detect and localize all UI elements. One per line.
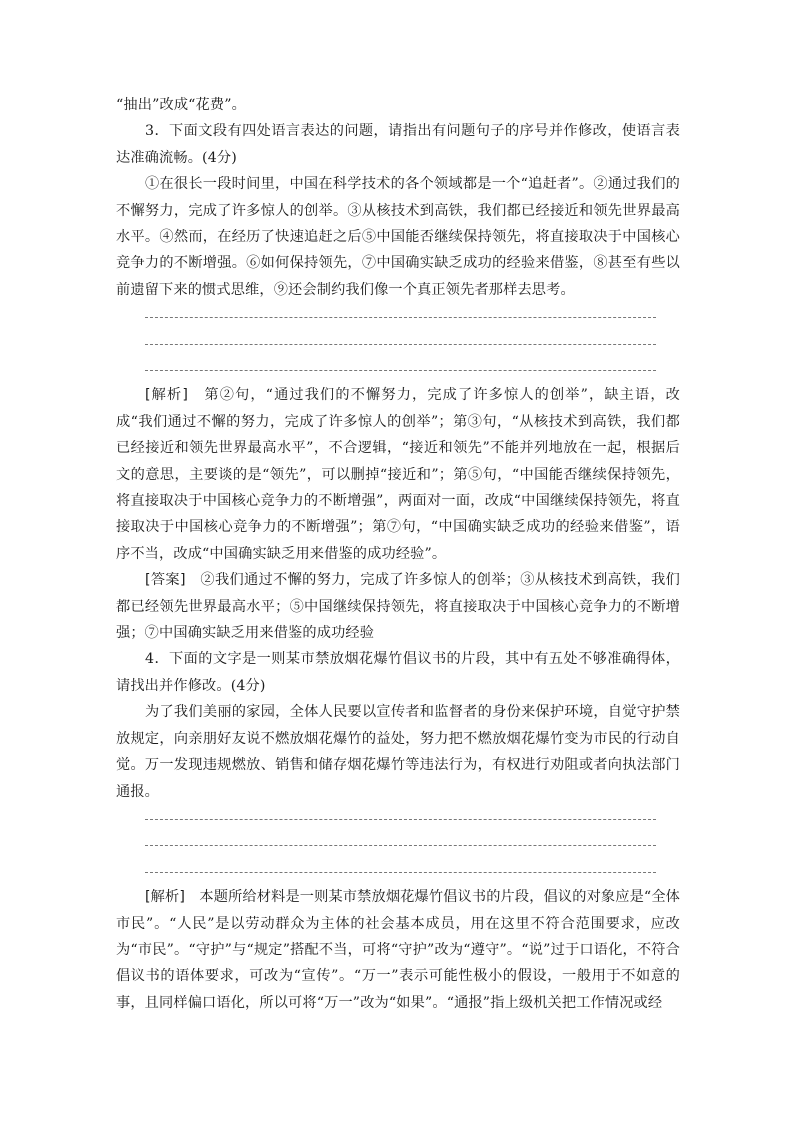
q4-prompt: 4．下面的文字是一则某市禁放烟花爆竹倡议书的片段，其中有五处不够准确得体，请找出并作修改。(4分) (116, 651, 680, 694)
document-page (116, 92, 680, 1016)
q4-answer-lines (116, 805, 680, 884)
answer-line (116, 805, 680, 831)
carryover-line: “抽出”改成“花费”。 (116, 97, 246, 113)
q4-passage: 为了我们美丽的家园，全体人民要以宣传者和监督者的身份来保护环境，自觉守护禁放规定，向亲朋好友说不燃放烟花爆竹的益处，努力把不燃放烟花爆竹变为市民的行动自觉。万一发现违规燃放、销售和储存烟花爆竹等违法行为，有权进行劝阻或者向执法部门通报。 (116, 704, 680, 800)
q3-answer-lines (116, 303, 680, 382)
answer-line (116, 831, 680, 857)
q3-analysis (116, 382, 680, 567)
answer-line (116, 330, 680, 356)
answer-line (116, 858, 680, 884)
answer-tag: [答案] (145, 572, 186, 589)
analysis-text: 本题所给材料是一则某市禁放烟花爆竹倡议书的片段，倡议的对象应是“全体市民”。“人民”是以劳动群众为主体的社会基本成员，用在这里不符合范围要求，应改为“市民”。“守护”与“规定”搭配不当，可将“守护”改为“遵守”。“说”过于口语化，不符合倡议书的语体要求，可改为“宣传”。“万一”表示可能性极小的假设，一般用于不如意的事，且同样偏口语化，所以可将“万一”改为“如果”。“通报”指上级机关把工作情况或经 (116, 889, 681, 1011)
q3-prompt: 3．下面文段有四处语言表达的问题，请指出有问题句子的序号并作修改，使语言表达准确流畅。(4分) (116, 123, 680, 166)
analysis-tag: [解析] (145, 889, 186, 906)
answer-text: ②我们通过不懈的努力，完成了许多惊人的创举；③从核技术到高铁，我们都已经领先世界最高水平；⑤中国继续保持领先，将直接取决于中国核心竞争力的不断增强；⑦中国确实缺乏用来借鉴的成功经验 (116, 572, 681, 642)
answer-line (116, 356, 680, 382)
answer-line (116, 303, 680, 329)
q3-passage: ①在很长一段时间里，中国在科学技术的各个领域都是一个“追赶者”。②通过我们的不懈努力，完成了许多惊人的创举。③从核技术到高铁，我们都已经接近和领先世界最高水平。④然而，在经历了快速追赶之后⑤中国能否继续保持领先，将直接取决于中国核心竞争力的不断增强。⑥如何保持领先，⑦中国确实缺乏成功的经验来借鉴，⑧甚至有些以前遗留下来的惯式思维，⑨还会制约我们像一个真正领先者那样去思考。 (116, 176, 680, 298)
q3-answer (116, 567, 680, 646)
analysis-tag: [解析] (145, 387, 189, 404)
q4-analysis (116, 884, 680, 1016)
analysis-text: 第②句，“通过我们的不懈努力，完成了许多惊人的创举”，缺主语，改成“我们通过不懈的努力，完成了许多惊人的创举”；第③句，“从核技术到高铁，我们都已经接近和领先世界最高水平”，不合逻辑，“接近和领先”不能并列地放在一起，根据后文的意思，主要谈的是“领先”，可以删掉“接近和”；第⑤句，“中国能否继续保持领先，将直接取决于中国核心竞争力的不断增强”，两面对一面，改成“中国继续保持领先，将直接取决于中国核心竞争力的不断增强”；第⑦句，“中国确实缺乏成功的经验来借鉴”，语序不当，改成“中国确实缺乏用来借鉴的成功经验”。 (116, 387, 681, 562)
